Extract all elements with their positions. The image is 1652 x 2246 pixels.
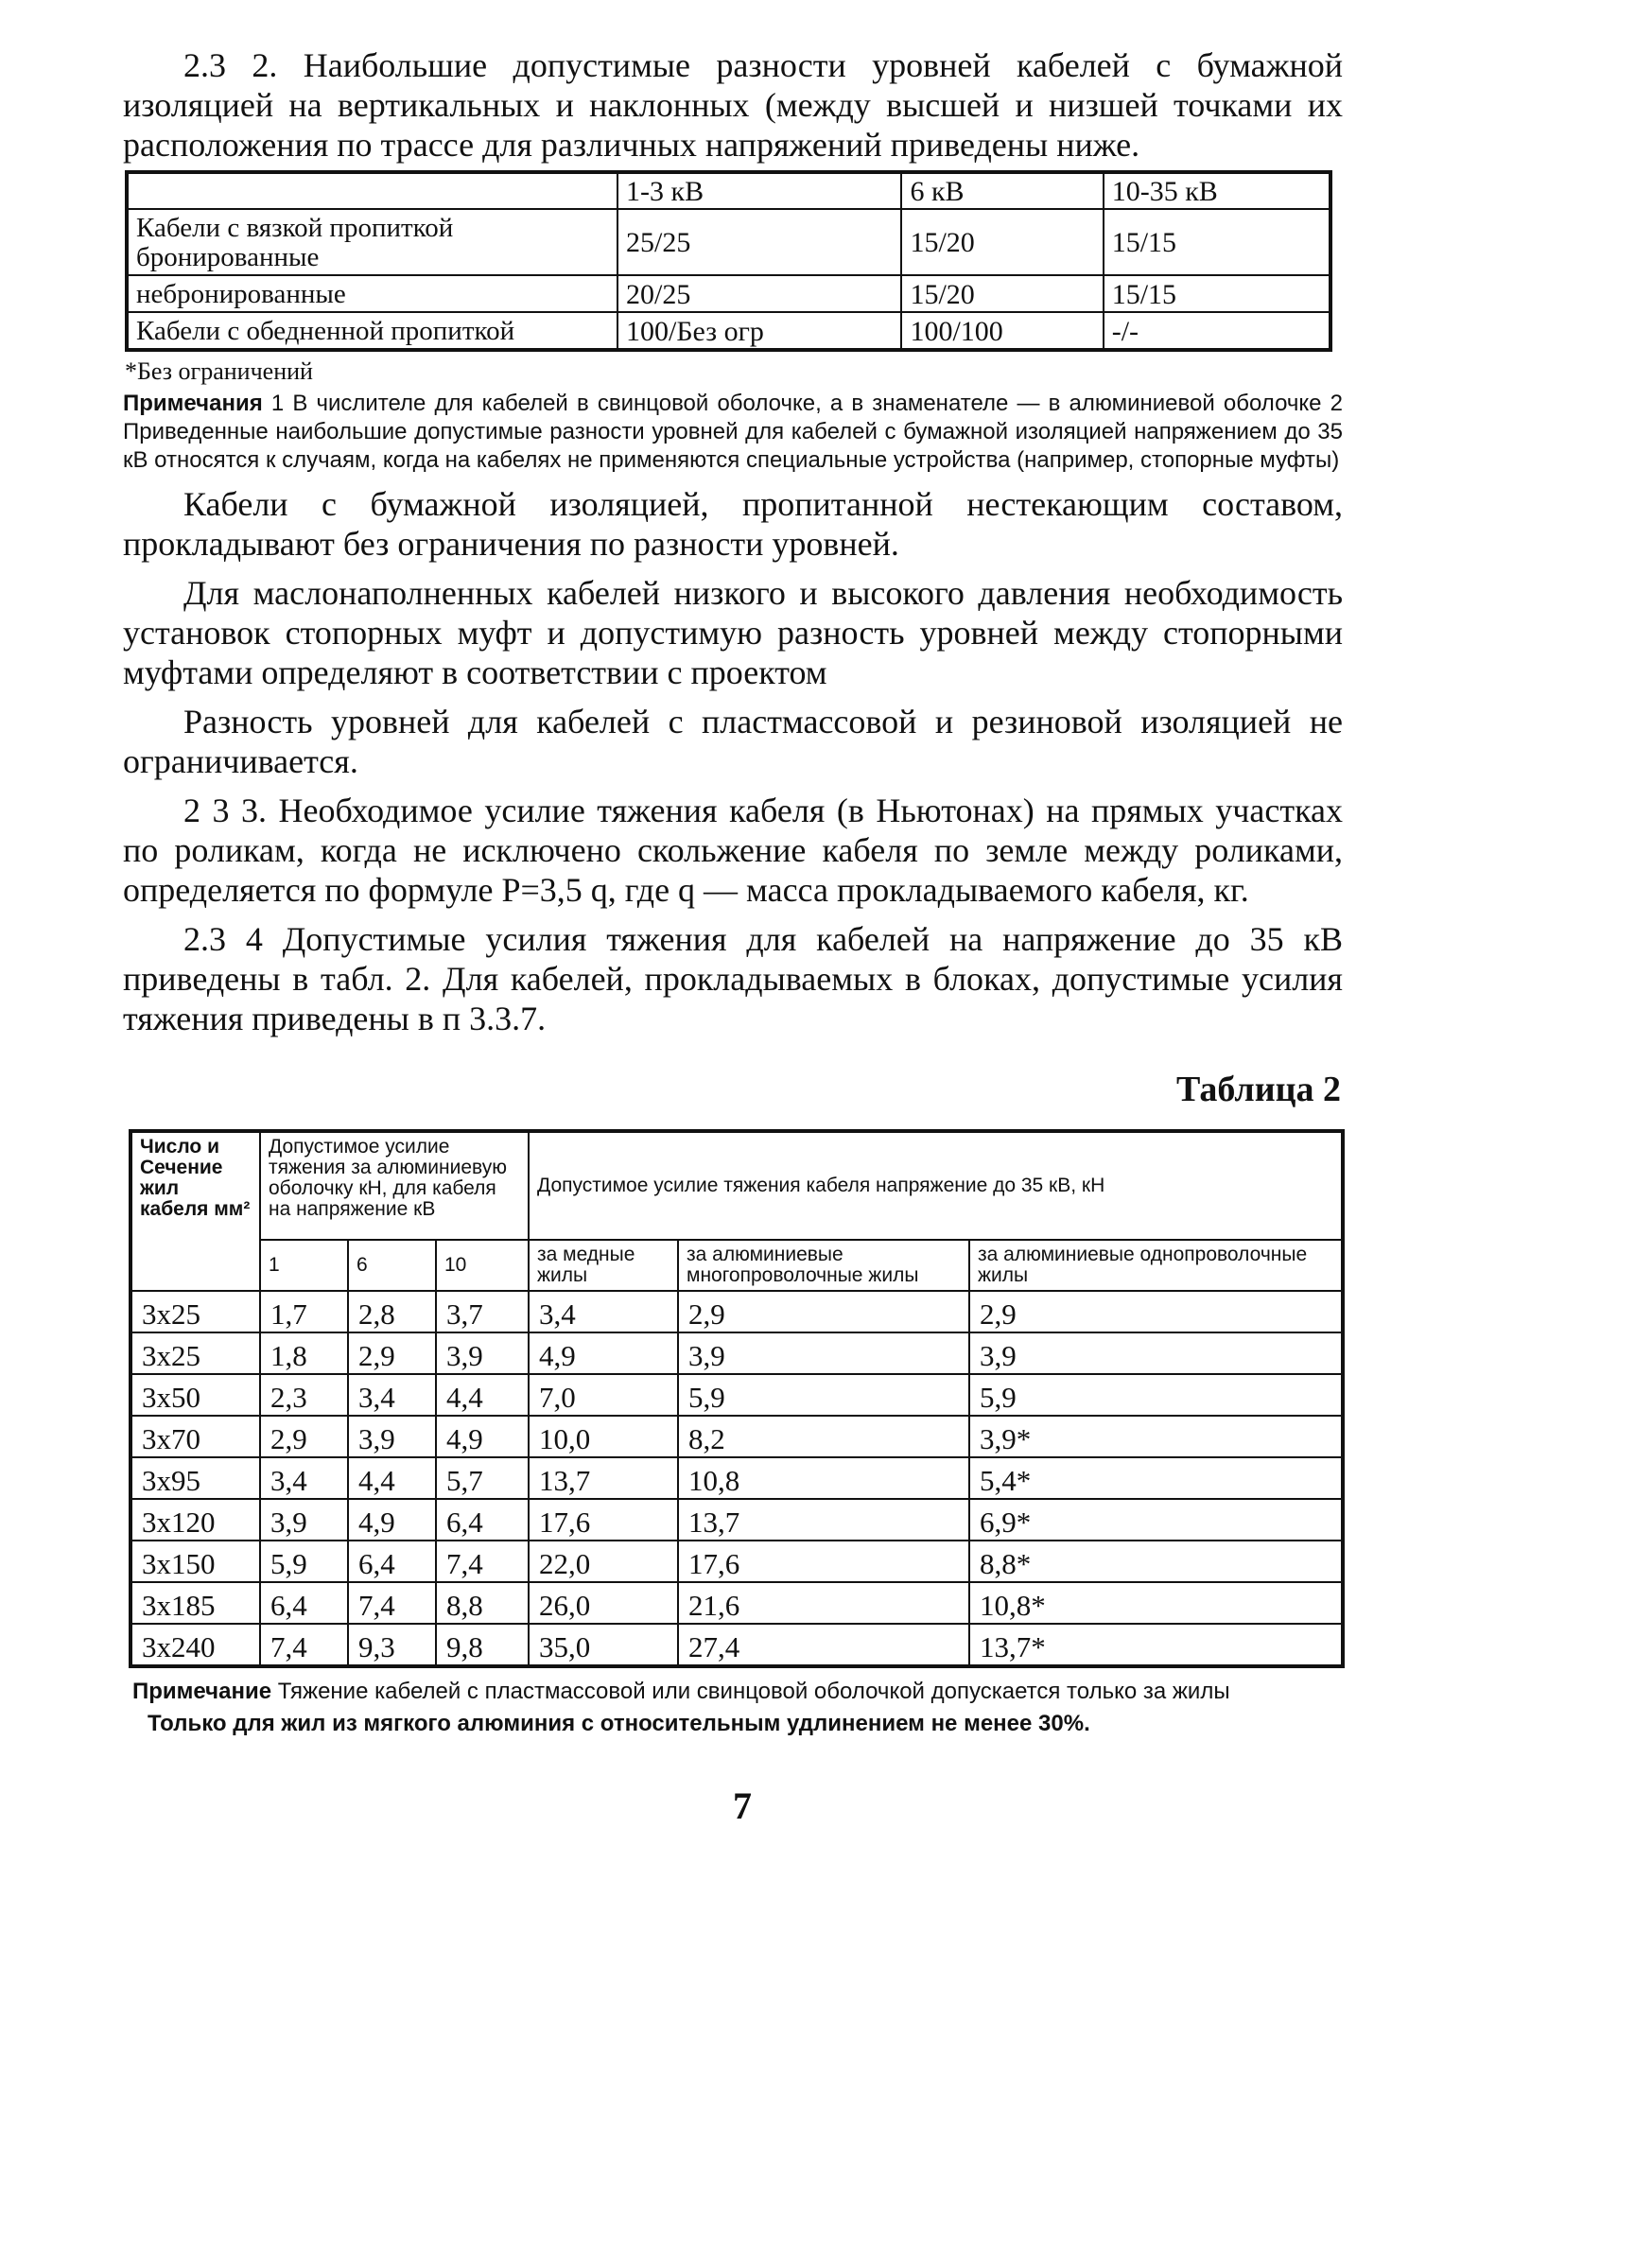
table-cell: 2,8 <box>348 1291 436 1332</box>
table-header-cell: 6 кВ <box>901 172 1103 209</box>
table-cell: 26,0 <box>529 1582 678 1624</box>
pulling-force-table <box>129 1129 1345 1668</box>
notes-text: 1 В числителе для кабелей в свинцовой оболочке, а в знаменателе — в алюминиевой оболочке 2 Приведенные наибольшие допустимые разности уровней для кабелей с бумажной изоляцией напряжением до 35 кВ относятся к случаям, когда на кабелях не применяются специальные устройства (например, стопорные муфты) <box>123 391 1343 473</box>
table-cell: 3х25 <box>130 1332 260 1374</box>
notes-label: Примечания <box>123 391 263 416</box>
table-header-cell: 10 <box>436 1240 529 1291</box>
table-cell: 13,7* <box>969 1624 1343 1666</box>
table-cell: 100/100 <box>901 312 1103 350</box>
table-cell: 7,4 <box>348 1582 436 1624</box>
table-cell: 8,8* <box>969 1541 1343 1582</box>
table-cell: 7,4 <box>260 1624 348 1666</box>
table-cell: 2,9 <box>260 1416 348 1457</box>
paragraph: Кабели с бумажной изоляцией, пропитанной нестекающим составом, прокладывают без ограничения по разности уровней. <box>123 485 1343 563</box>
paragraph: Разность уровней для кабелей с пластмассовой и резиновой изоляцией не ограничивается. <box>123 703 1343 780</box>
table-cell: 3,9 <box>436 1332 529 1374</box>
table2-note <box>132 1678 1333 1706</box>
table-cell: 25/25 <box>617 209 901 275</box>
table-header-group: Допустимое усилие тяжения за алюминиевую оболочку кН, для кабеля на напряжение кВ <box>260 1131 529 1240</box>
table-cell: 100/Без огр <box>617 312 901 350</box>
table-cell: 3,9 <box>969 1332 1343 1374</box>
note-label: Примечание <box>132 1679 272 1704</box>
table-row <box>127 312 1330 350</box>
table-cell: 2,9 <box>678 1291 969 1332</box>
table-row <box>130 1499 1343 1541</box>
table-cell: 3х240 <box>130 1624 260 1666</box>
table-row <box>130 1582 1343 1624</box>
table-cell: 4,9 <box>436 1416 529 1457</box>
table-cell: 3х25 <box>130 1291 260 1332</box>
table-cell: 6,4 <box>436 1499 529 1541</box>
table-cell: 6,4 <box>348 1541 436 1582</box>
table-cell: 1,8 <box>260 1332 348 1374</box>
table-cell: Кабели с вязкой пропиткой бронированные <box>127 209 617 275</box>
table-cell: 17,6 <box>529 1499 678 1541</box>
document-page <box>123 45 1343 1828</box>
table-cell: 4,4 <box>348 1457 436 1499</box>
page-number: 7 <box>733 1785 752 1827</box>
table-header-cell: за алюминиевые однопроволочные жилы <box>969 1240 1343 1291</box>
table-cell: 3,4 <box>348 1374 436 1416</box>
table-cell: 4,9 <box>348 1499 436 1541</box>
table-row <box>130 1416 1343 1457</box>
table-cell: Кабели с обедненной пропиткой <box>127 312 617 350</box>
table-cell: 8,8 <box>436 1582 529 1624</box>
table-cell: 15/15 <box>1104 209 1330 275</box>
table-cell: 6,9* <box>969 1499 1343 1541</box>
table-cell: 5,9 <box>260 1541 348 1582</box>
paragraph-section-2-3-3: 2 3 3. Необходимое усилие тяжения кабеля (в Ньютонах) на прямых участках по роликам, когда не исключено скольжение кабеля по земле между роликами, определяется по формуле P=3,5 q, где q — масса прокладываемого кабеля, кг. <box>123 792 1343 909</box>
table-cell: -/- <box>1104 312 1330 350</box>
table-row <box>130 1291 1343 1332</box>
table-cell: 35,0 <box>529 1624 678 1666</box>
table-cell: 3,9* <box>969 1416 1343 1457</box>
table-cell: 3,4 <box>260 1457 348 1499</box>
table-cell: 13,7 <box>529 1457 678 1499</box>
table-row <box>130 1457 1343 1499</box>
table-row <box>130 1374 1343 1416</box>
table-cell: 5,9 <box>969 1374 1343 1416</box>
table-cell: небронированные <box>127 275 617 312</box>
note-text: Тяжение кабелей с пластмассовой или свинцовой оболочкой допускается только за жилы <box>271 1679 1230 1704</box>
table-cell: 10,8* <box>969 1582 1343 1624</box>
table1-footnote: *Без ограничений <box>125 357 313 385</box>
table-cell: 8,2 <box>678 1416 969 1457</box>
level-difference-table <box>125 170 1332 352</box>
table-header-row <box>130 1240 1343 1291</box>
table-cell: 9,3 <box>348 1624 436 1666</box>
table-cell: 27,4 <box>678 1624 969 1666</box>
table-row <box>130 1624 1343 1666</box>
table-header-cell: 1 <box>260 1240 348 1291</box>
table-header-cell: Число и Сечение жил кабеля мм² <box>130 1131 260 1291</box>
table-cell: 9,8 <box>436 1624 529 1666</box>
table-cell: 3,4 <box>529 1291 678 1332</box>
table-header-cell: за алюминиевые многопроволочные жилы <box>678 1240 969 1291</box>
table-header-cell: 1-3 кВ <box>617 172 901 209</box>
paragraph: Для маслонаполненных кабелей низкого и высокого давления необходимость установок стопорных муфт и допустимую разность уровней между стопорными муфтами определяют в соответствии с проектом <box>123 574 1343 691</box>
table-row <box>127 209 1330 275</box>
table-header-group: Допустимое усилие тяжения кабеля напряжение до 35 кВ, кН <box>529 1131 1343 1240</box>
table-row <box>130 1541 1343 1582</box>
table-cell: 17,6 <box>678 1541 969 1582</box>
table-cell: 3х50 <box>130 1374 260 1416</box>
table-cell: 5,9 <box>678 1374 969 1416</box>
table-cell: 3,9 <box>348 1416 436 1457</box>
table-cell: 3х70 <box>130 1416 260 1457</box>
table-cell: 3,9 <box>678 1332 969 1374</box>
paragraph-section-2-3-2: 2.3 2. Наибольшие допустимые разности уровней кабелей с бумажной изоляцией на вертикальных и наклонных (между высшей и низшей точками их расположения по трассе для различных напряжений приведены ниже. <box>123 46 1343 164</box>
table-header-cell: 10-35 кВ <box>1104 172 1330 209</box>
table-cell: 1,7 <box>260 1291 348 1332</box>
table-cell: 3,9 <box>260 1499 348 1541</box>
table-cell: 3х95 <box>130 1457 260 1499</box>
table-cell: 15/20 <box>901 275 1103 312</box>
table-cell: 3х150 <box>130 1541 260 1582</box>
table-cell: 4,4 <box>436 1374 529 1416</box>
table-cell: 10,0 <box>529 1416 678 1457</box>
table-cell: 6,4 <box>260 1582 348 1624</box>
table-header-cell <box>127 172 617 209</box>
table-cell: 3х120 <box>130 1499 260 1541</box>
table-header-row <box>127 172 1330 209</box>
table-cell: 15/15 <box>1104 275 1330 312</box>
table-cell: 3х185 <box>130 1582 260 1624</box>
table-cell: 5,7 <box>436 1457 529 1499</box>
table-cell: 2,3 <box>260 1374 348 1416</box>
table-cell: 7,0 <box>529 1374 678 1416</box>
table1-notes <box>123 390 1343 475</box>
paragraph-section-2-3-4: 2.3 4 Допустимые усилия тяжения для кабелей на напряжение до 35 кВ приведены в табл. 2. Для кабелей, прокладываемых в блоках, допустимые усилия тяжения приведены в п 3.3.7. <box>123 920 1343 1037</box>
table-cell: 5,4* <box>969 1457 1343 1499</box>
table2-star-note: Только для жил из мягкого алюминия с относительным удлинением не менее 30%. <box>148 1711 1090 1736</box>
table2-caption: Таблица 2 <box>1175 1070 1341 1109</box>
table-cell: 4,9 <box>529 1332 678 1374</box>
table-header-row <box>130 1131 1343 1240</box>
table-cell: 10,8 <box>678 1457 969 1499</box>
table-cell: 21,6 <box>678 1582 969 1624</box>
table-cell: 7,4 <box>436 1541 529 1582</box>
table-cell: 2,9 <box>969 1291 1343 1332</box>
table-cell: 15/20 <box>901 209 1103 275</box>
table-header-cell: 6 <box>348 1240 436 1291</box>
table-row <box>130 1332 1343 1374</box>
table-cell: 22,0 <box>529 1541 678 1582</box>
table-header-cell: за медные жилы <box>529 1240 678 1291</box>
table-cell: 20/25 <box>617 275 901 312</box>
table-row <box>127 275 1330 312</box>
table-cell: 3,7 <box>436 1291 529 1332</box>
table-cell: 2,9 <box>348 1332 436 1374</box>
table-cell: 13,7 <box>678 1499 969 1541</box>
